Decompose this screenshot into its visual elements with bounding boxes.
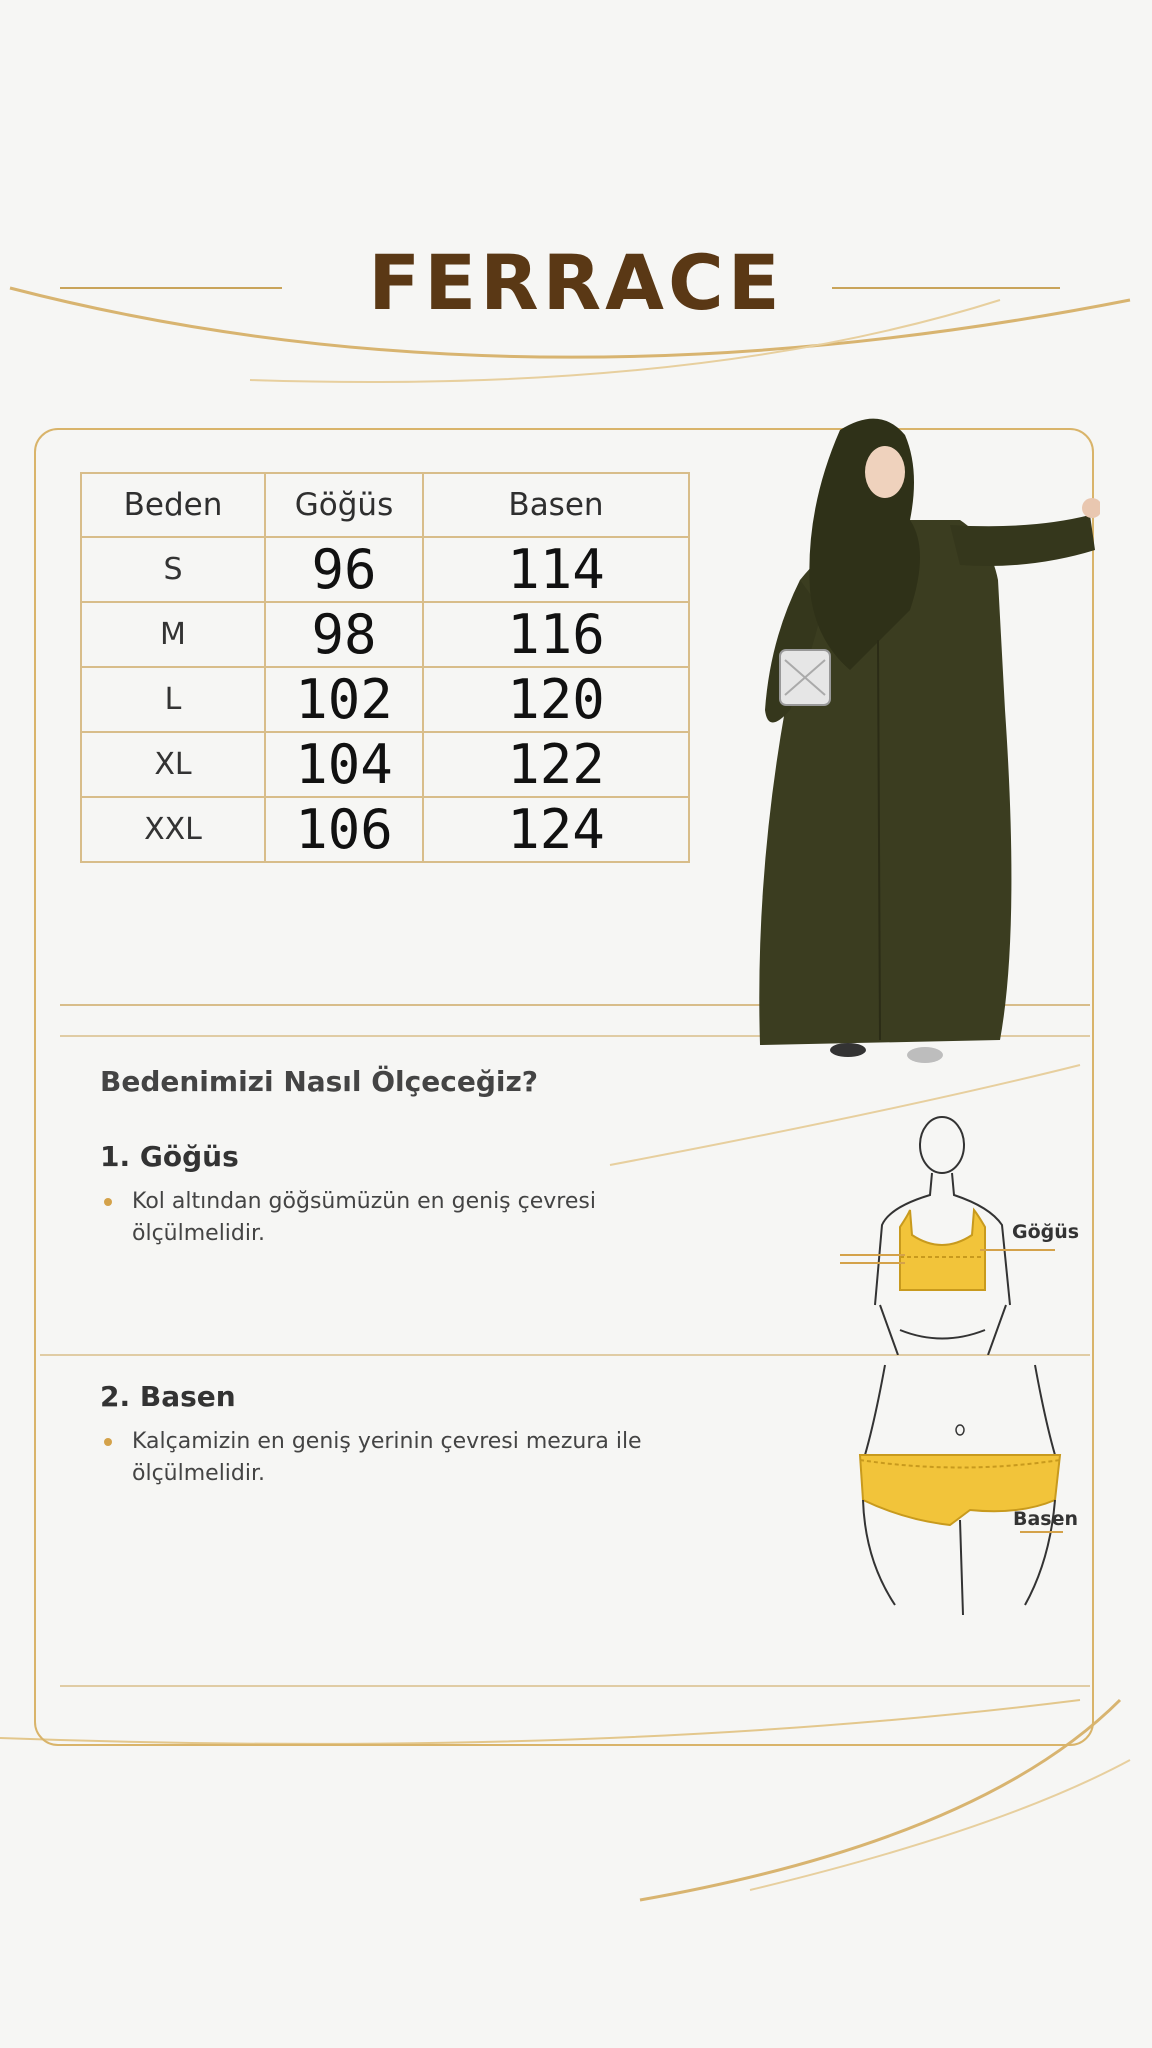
basen-cell: 124: [423, 797, 689, 862]
size-cell: L: [81, 667, 265, 732]
gogus-cell: 102: [265, 667, 423, 732]
basen-cell: 116: [423, 602, 689, 667]
step-gogus-title: 1. Göğüs: [100, 1140, 239, 1173]
gogus-cell: 104: [265, 732, 423, 797]
basen-cell: 122: [423, 732, 689, 797]
table-row: [81, 797, 689, 862]
step-gogus-description: Kol altından göğsümüzün en geniş çevresi ölçülmelidir.: [132, 1189, 596, 1246]
gogus-cell: 98: [265, 602, 423, 667]
step-basen-description: Kalçamizin en geniş yerinin çevresi mezura ile ölçülmelidir.: [132, 1429, 642, 1486]
hip-measurement-diagram: [845, 1360, 1095, 1620]
size-cell: S: [81, 537, 265, 602]
guide-heading: Bedenimizi Nasıl Ölçeceğiz?: [100, 1065, 539, 1098]
gogus-cell: 96: [265, 537, 423, 602]
table-row: [81, 667, 689, 732]
header-gogus: Göğüs: [265, 473, 423, 537]
size-cell: XXL: [81, 797, 265, 862]
table-row: [81, 732, 689, 797]
size-table: [80, 472, 690, 863]
step-basen-text: [132, 1426, 692, 1490]
page-title: FERRACE: [368, 238, 784, 327]
table-row: [81, 602, 689, 667]
step-basen-title: 2. Basen: [100, 1380, 236, 1413]
bullet-icon: [104, 1438, 112, 1446]
table-header-row: [81, 473, 689, 537]
table-row: [81, 537, 689, 602]
size-cell: M: [81, 602, 265, 667]
model-photo: [730, 410, 1100, 1070]
diagram-label-gogus: Göğüs: [1012, 1221, 1080, 1243]
step-gogus-text: [132, 1186, 692, 1250]
diagram-label-basen: Basen: [1013, 1508, 1079, 1530]
bullet-icon: [104, 1198, 112, 1206]
header-basen: Basen: [423, 473, 689, 537]
chest-measurement-diagram: [820, 1115, 1100, 1355]
basen-cell: 114: [423, 537, 689, 602]
size-cell: XL: [81, 732, 265, 797]
header-beden: Beden: [81, 473, 265, 537]
gogus-cell: 106: [265, 797, 423, 862]
basen-cell: 120: [423, 667, 689, 732]
